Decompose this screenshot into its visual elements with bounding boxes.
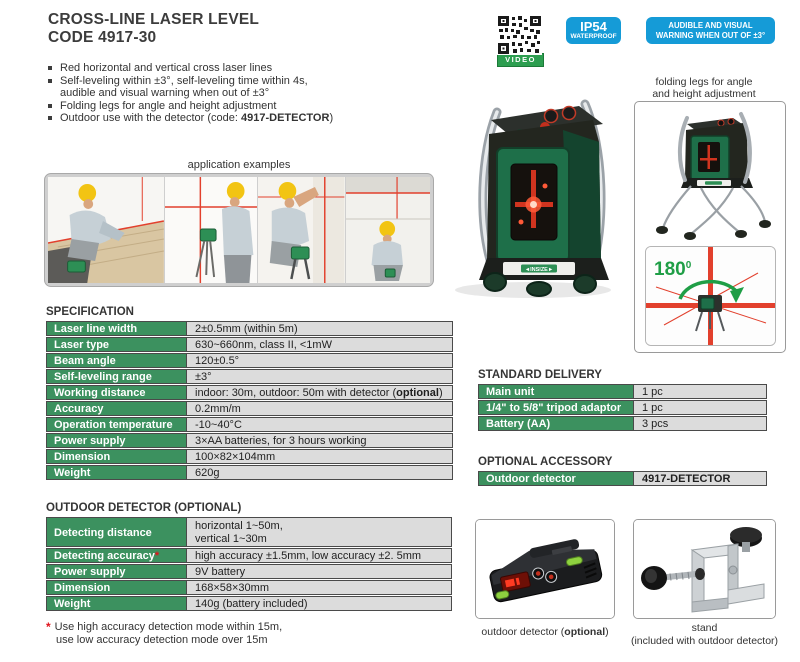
- warning-line1: AUDIBLE AND VISUAL: [668, 21, 753, 30]
- outdoor-detector-heading: OUTDOOR DETECTOR (OPTIONAL): [46, 502, 242, 514]
- list-item: Red horizontal and vertical cross laser lines: [48, 62, 438, 75]
- main-product-image: [433, 90, 629, 300]
- table-row: Dimension 100×82×104mm: [46, 449, 453, 464]
- application-examples-strip: [44, 173, 434, 287]
- application-examples-caption: application examples: [187, 159, 291, 171]
- wall-cross-photo: [165, 177, 257, 283]
- table-row: Weight 140g (battery included): [46, 596, 452, 611]
- feature-list: [48, 62, 438, 125]
- table-row: Detecting accuracy * high accuracy ±1.5mm, low accuracy ±2. 5mm: [46, 548, 452, 563]
- standard-delivery-table: [478, 384, 767, 432]
- product-brand-label: ◄INSIZE►: [524, 267, 554, 273]
- list-item: Self-leveling within ±3°, self-leveling time within 4s,: [48, 75, 438, 88]
- table-row: Laser line width 2±0.5mm (within 5m): [46, 321, 453, 336]
- page-title: [48, 11, 259, 47]
- video-label: VIDEO: [497, 53, 544, 67]
- stand-image: [634, 520, 775, 618]
- warning-badge: [646, 17, 775, 44]
- ip54-badge: [566, 17, 621, 44]
- ip54-title: IP54: [580, 18, 607, 34]
- outdoor-detector-table: [46, 517, 452, 612]
- bullet-icon: [48, 79, 52, 83]
- room-cross-photo: [346, 177, 430, 283]
- table-row: Working distance indoor: 30m, outdoor: 50m with detector ( optional ): [46, 385, 453, 400]
- table-row: Weight 620g: [46, 465, 453, 480]
- warning-line2: WARNING WHEN OUT OF ±3°: [655, 30, 766, 40]
- list-item: Folding legs for angle and height adjustment: [48, 100, 438, 113]
- video-qr-code[interactable]: [497, 15, 544, 67]
- bullet-icon: [48, 104, 52, 108]
- stand-box: [633, 519, 776, 619]
- optional-accessory-heading: OPTIONAL ACCESSORY: [478, 456, 613, 468]
- table-row: Accuracy 0.2mm/m: [46, 401, 453, 416]
- table-row: 1/4" to 5/8" tripod adaptor 1 pc: [478, 400, 767, 415]
- table-row: Laser type 630~660nm, class II, <1mW: [46, 337, 453, 352]
- list-item: audible and visual warning when out of ±3°: [60, 87, 270, 100]
- specification-heading: SPECIFICATION: [46, 306, 134, 318]
- bullet-icon: [48, 116, 52, 120]
- table-row: Outdoor detector 4917-DETECTOR: [478, 471, 767, 486]
- product-code: CODE 4917-30: [48, 29, 157, 46]
- specification-table: [46, 321, 453, 481]
- footnote-star-icon: *: [154, 550, 160, 562]
- floor-laying-photo: [48, 177, 164, 283]
- table-row: Operation temperature -10~40°C: [46, 417, 453, 432]
- outdoor-detector-caption: outdoor detector (optional): [481, 626, 609, 638]
- stand-caption: stand (included with outdoor detector): [630, 622, 779, 647]
- standard-delivery-heading: STANDARD DELIVERY: [478, 369, 602, 381]
- footnote-star-icon: *: [46, 620, 51, 634]
- bullet-icon: [48, 66, 52, 70]
- ip54-subtitle: WATERPROOF: [570, 32, 617, 40]
- table-row: Power supply 9V battery: [46, 564, 452, 579]
- table-row: Battery (AA) 3 pcs: [478, 416, 767, 431]
- application-photo-1: [48, 177, 164, 283]
- application-photo-4: [346, 177, 430, 283]
- angle-label: $180^0$: [654, 259, 692, 280]
- optional-accessory-table: [478, 471, 767, 487]
- folding-legs-box: [634, 101, 786, 353]
- folding-legs-caption: folding legs for angle and height adjustment: [652, 76, 756, 100]
- wall-marking-photo: [258, 177, 344, 283]
- list-item: Outdoor use with the detector (code: 4917-DETECTOR): [48, 112, 438, 125]
- table-row: Main unit 1 pc: [478, 384, 767, 399]
- application-photo-2: [165, 177, 257, 283]
- footnote: * Use high accuracy detection mode within 15m, use low accuracy detection mode over 15m: [46, 620, 283, 646]
- application-photo-3: [258, 177, 344, 283]
- table-row: Dimension 168×58×30mm: [46, 580, 452, 595]
- rotation-180-inset: [645, 246, 776, 346]
- product-with-legs-image: [641, 106, 779, 244]
- detector-code: 4917-DETECTOR: [241, 112, 330, 125]
- table-row: Power supply 3×AA batteries, for 3 hours working: [46, 433, 453, 448]
- table-row: Detecting distance horizontal 1~50m, vertical 1~30m: [46, 517, 452, 547]
- table-row: Self-leveling range ±3°: [46, 369, 453, 384]
- outdoor-detector-image: [476, 520, 614, 618]
- outdoor-detector-box: [475, 519, 615, 619]
- rotation-diagram: [646, 247, 775, 345]
- qr-code-icon: [497, 15, 542, 55]
- product-title: CROSS-LINE LASER LEVEL: [48, 11, 260, 28]
- table-row: Beam angle 120±0.5°: [46, 353, 453, 368]
